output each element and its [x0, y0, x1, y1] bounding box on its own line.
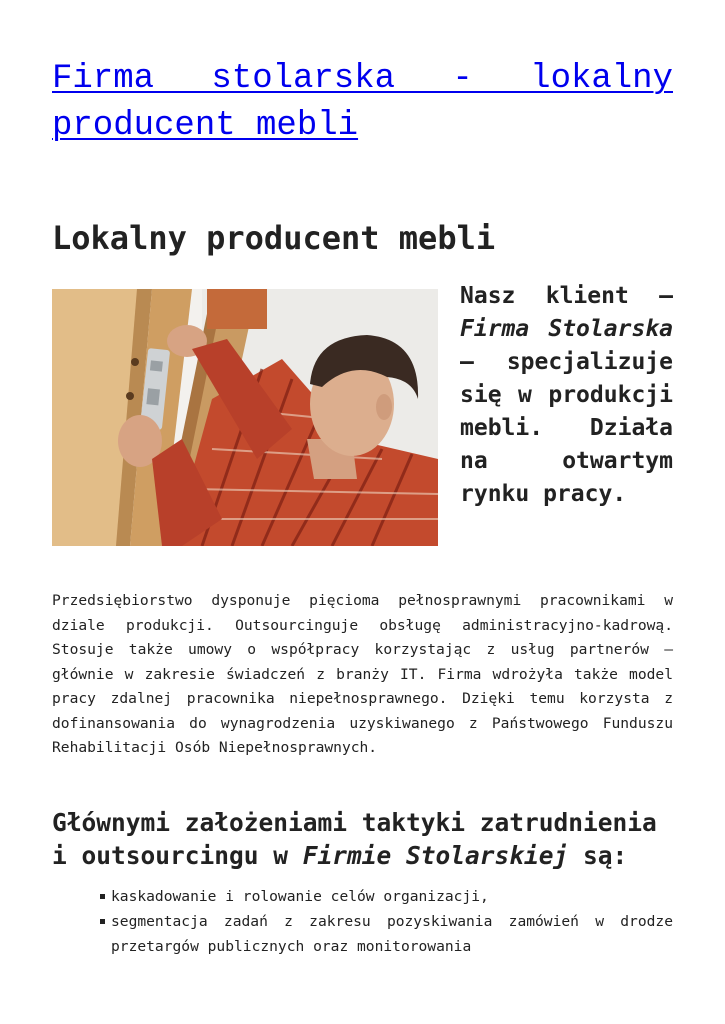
list-item-text: kaskadowanie i rolowanie celów organizacji, — [111, 888, 489, 905]
body-paragraph: Przedsiębiorstwo dysponuje pięcioma pełnosprawnymi pracownikami w dziale produkcji. Outsourcinguje obsługę administracyjno-kadrową. Stosuje także umowy o współpracy korzystając z usług partnerów – głównie w zakresie świadczeń z branży IT. Firma wdrożyła także model pracy zdalnej pracownika niepełnosprawnego. Dzięki temu korzysta z dofinansowania do wynagrodzenia uzyskiwanego z Państwowego Funduszu Rehabilitacji Osób Niepełnosprawnych. — [52, 592, 673, 756]
section-heading: Lokalny producent mebli — [52, 219, 496, 257]
lead-prefix: Nasz klient – — [460, 283, 673, 309]
article-image — [52, 289, 438, 546]
bullet-icon — [100, 894, 105, 899]
lead-company-name: Firma Stolarska — [460, 316, 673, 342]
list-item — [100, 884, 673, 909]
assumptions-list — [100, 884, 673, 959]
subheading — [52, 806, 673, 872]
post-title-link[interactable]: Firma stolarska - lokalny producent mebli — [52, 60, 673, 145]
bullet-icon — [100, 919, 105, 924]
lead-suffix: – specjalizuje się w produkcji mebli. Działa na otwartym rynku pracy. — [460, 349, 673, 507]
subheading-prefix: Głównymi założeniami taktyki zatrudnienia i outsourcingu w — [52, 808, 657, 870]
lead-paragraph — [460, 280, 673, 511]
list-item — [100, 909, 673, 959]
list-item-text: segmentacja zadań z zakresu pozyskiwania zamówień w drodze przetargów publicznych oraz monitorowania — [111, 913, 673, 955]
subheading-suffix: są: — [568, 841, 628, 870]
subheading-company-name: Firmie Stolarskiej — [302, 841, 569, 870]
craftsman-photo — [52, 289, 438, 546]
post-title — [52, 56, 673, 150]
